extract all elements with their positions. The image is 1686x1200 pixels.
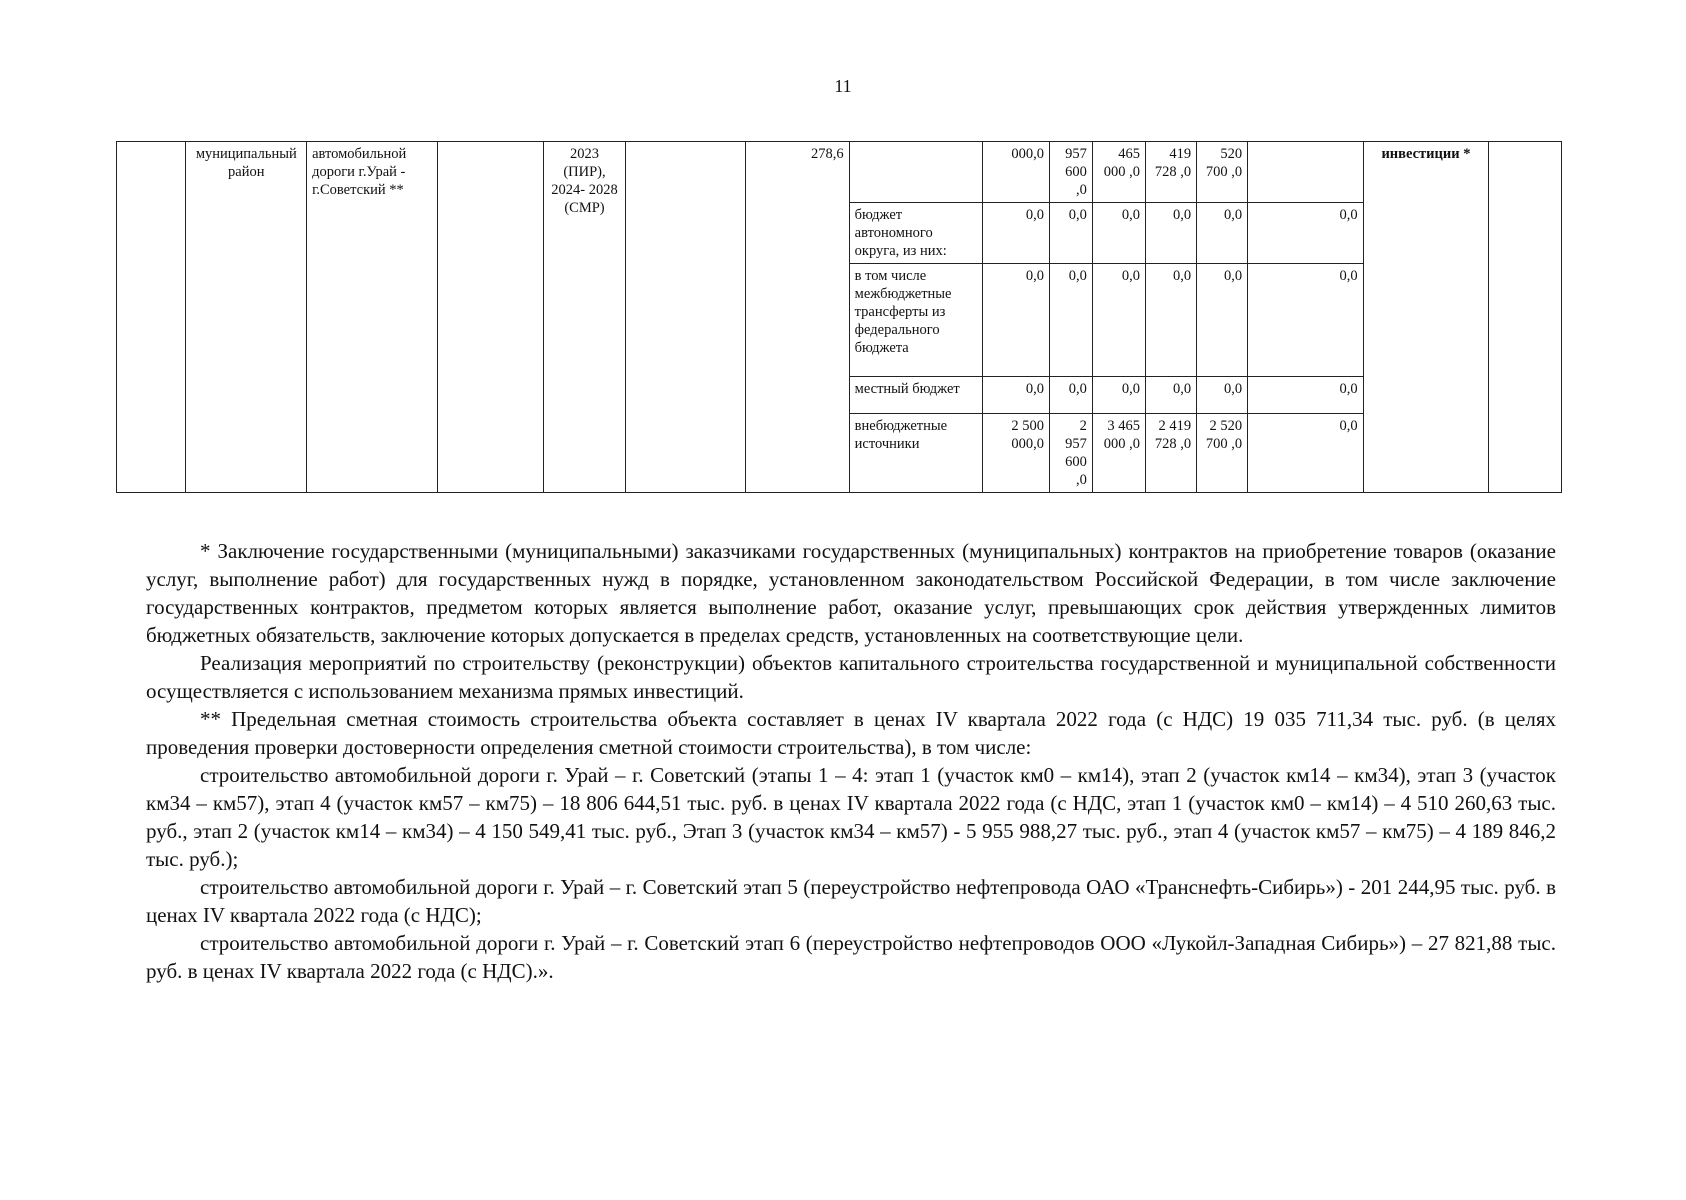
- table-cell: [1489, 142, 1562, 493]
- year-cell: 0,0: [1145, 377, 1196, 414]
- total-cell: 0,0: [982, 203, 1049, 264]
- footnotes: [146, 537, 1556, 985]
- year-cell: 0,0: [1145, 264, 1196, 377]
- year-cell: 0,0: [1092, 264, 1145, 377]
- total-cell: 000,0: [982, 142, 1049, 203]
- budget-table: [116, 141, 1562, 493]
- source-cell: [849, 142, 982, 203]
- source-cell: местный бюджет: [849, 377, 982, 414]
- after-cell: 0,0: [1248, 203, 1363, 264]
- year-cell: 0,0: [1197, 203, 1248, 264]
- footnote-paragraph: * Заключение государственными (муниципальными) заказчиками государственных (муниципальных) контрактов на приобретение товаров (оказание услуг, выполнение работ) для государственных нужд в порядке, установленном законодательством Российской Федерации, в том числе заключение государственных контрактов, предметом которых является выполнение работ, оказание услуг, превышающих срок действия утвержденных лимитов бюджетных обязательств, заключение которых допускается в пределах средств, установленных на соответствующие цели.: [146, 539, 1556, 647]
- after-cell: 0,0: [1248, 264, 1363, 377]
- table-cell: [625, 142, 746, 493]
- year-cell: 0,0: [1197, 264, 1248, 377]
- total-cell: 0,0: [982, 377, 1049, 414]
- year-cell: 3 465 000 ,0: [1092, 414, 1145, 493]
- table-cell: [437, 142, 543, 493]
- year-cell: 0,0: [1049, 203, 1092, 264]
- object-name-cell: автомобильной дороги г.Урай - г.Советский **: [307, 142, 438, 493]
- year-cell: 0,0: [1049, 377, 1092, 414]
- after-cell: [1248, 142, 1363, 203]
- year-cell: 0,0: [1049, 264, 1092, 377]
- footnote-paragraph: строительство автомобильной дороги г. Урай – г. Советский (этапы 1 – 4: этап 1 (участок км0 – км14), этап 2 (участок км14 – км34), этап 3 (участок км34 – км57), этап 4 (участок км57 – км75) – 18 806 644,51 тыс. руб. в ценах IV квартала 2022 года (с НДС, этап 1 (участок км0 – км14) – 4 510 260,63 тыс. руб., этап 2 (участок км14 – км34) – 4 150 549,41 тыс. руб., Этап 3 (участок км34 – км57) - 5 955 988,27 тыс. руб., этап 4 (участок км57 – км75) – 4 189 846,2 тыс. руб.);: [146, 763, 1556, 871]
- table-row: [117, 142, 1562, 203]
- source-cell: в том числе межбюджетные трансферты из федерального бюджета: [849, 264, 982, 377]
- year-cell: 2 419 728 ,0: [1145, 414, 1196, 493]
- year-cell: 0,0: [1197, 377, 1248, 414]
- source-cell: бюджет автономного округа, из них:: [849, 203, 982, 264]
- year-cell: 2 520 700 ,0: [1197, 414, 1248, 493]
- year-cell: 0,0: [1145, 203, 1196, 264]
- after-cell: 0,0: [1248, 377, 1363, 414]
- after-cell: 0,0: [1248, 414, 1363, 493]
- footnote-paragraph: строительство автомобильной дороги г. Урай – г. Советский этап 6 (переустройство нефтепроводов ООО «Лукойл-Западная Сибирь») – 27 821,88 тыс. руб. в ценах IV квартала 2022 года (с НДС).».: [146, 931, 1556, 983]
- year-cell: 419 728 ,0: [1145, 142, 1196, 203]
- year-cell: 520 700 ,0: [1197, 142, 1248, 203]
- period-cell: 2023 (ПИР), 2024- 2028 (СМР): [544, 142, 626, 493]
- total-cell: 0,0: [982, 264, 1049, 377]
- footnote-paragraph: Реализация мероприятий по строительству (реконструкции) объектов капитального строительства государственной и муниципальной собственности осуществляется с использованием механизма прямых инвестиций.: [146, 651, 1556, 703]
- municipality-cell: муниципальный район: [186, 142, 307, 493]
- year-cell: 0,0: [1092, 377, 1145, 414]
- year-cell: 957 600 ,0: [1049, 142, 1092, 203]
- year-cell: 465 000 ,0: [1092, 142, 1145, 203]
- year-cell: 2 957 600 ,0: [1049, 414, 1092, 493]
- source-cell: внебюджетные источники: [849, 414, 982, 493]
- footnote-paragraph: ** Предельная сметная стоимость строительства объекта составляет в ценах IV квартала 2022 года (с НДС) 19 035 711,34 тыс. руб. (в целях проведения проверки достоверности определения сметной стоимости строительства), в том числе:: [146, 707, 1556, 759]
- total-cell: 2 500 000,0: [982, 414, 1049, 493]
- table-cell: [117, 142, 186, 493]
- capacity-cell: 278,6: [746, 142, 849, 493]
- page-number: 11: [834, 76, 852, 96]
- footnote-paragraph: строительство автомобильной дороги г. Урай – г. Советский этап 5 (переустройство нефтепровода ОАО «Транснефть-Сибирь») - 201 244,95 тыс. руб. в ценах IV квартала 2022 года (с НДС);: [146, 875, 1556, 927]
- mechanism-cell: инвестиции *: [1363, 142, 1489, 493]
- year-cell: 0,0: [1092, 203, 1145, 264]
